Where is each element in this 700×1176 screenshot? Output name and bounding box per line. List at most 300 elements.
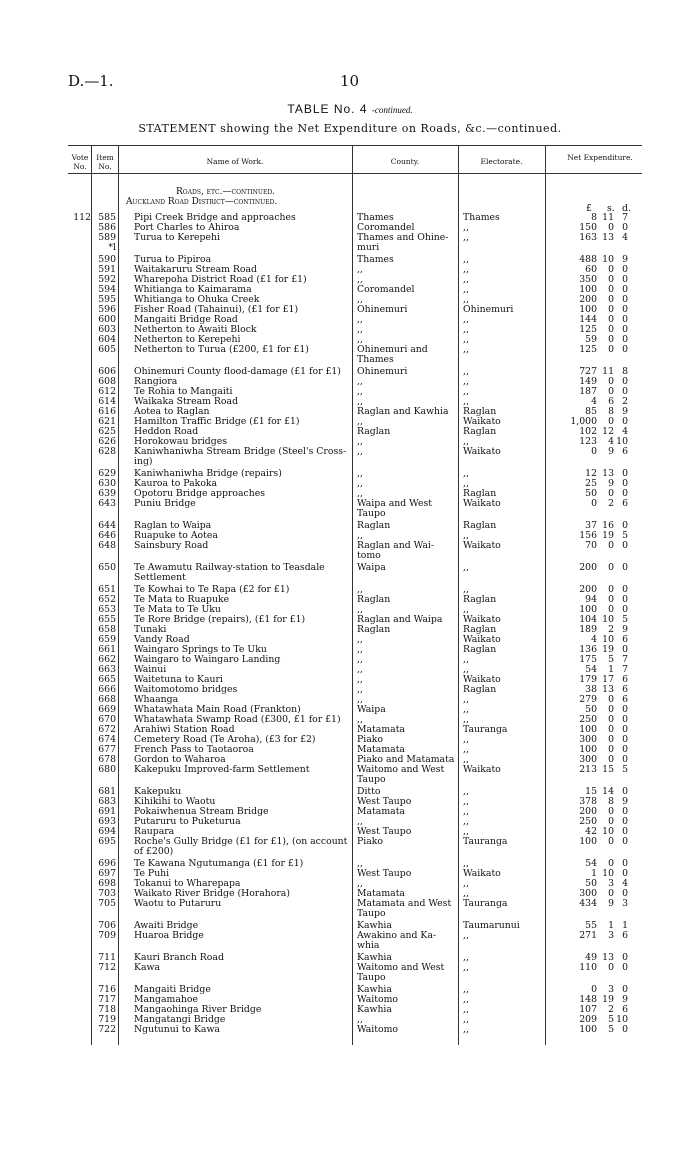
cell-s: 2 — [608, 1004, 614, 1015]
cell-d: 0 — [622, 376, 628, 387]
cell-name: Rangiora — [134, 376, 178, 387]
cell-d: 6 — [622, 498, 628, 509]
cell-county: West Taupo — [357, 868, 412, 879]
cell-county: Raglan — [357, 624, 391, 635]
cell-l: 0 — [591, 498, 597, 509]
cell-d: 9 — [622, 994, 628, 1005]
cell-s: 4 — [608, 436, 614, 447]
cell-name: Huaroa Bridge — [134, 930, 204, 941]
cell-l: 727 — [579, 366, 597, 377]
cell-s: 2 — [608, 624, 614, 635]
cell-l: 70 — [585, 540, 597, 551]
cell-name: Sainsbury Road — [134, 540, 209, 551]
cell-item: 674 — [98, 734, 116, 745]
cell-electorate: ,, — [463, 952, 469, 963]
cell-d: 5 — [622, 530, 628, 541]
cell-electorate: Waikato — [463, 868, 501, 879]
cell-county: Coromandel — [357, 284, 415, 295]
cell-name: Aotea to Raglan — [134, 406, 210, 417]
cell-l: 54 — [585, 664, 597, 675]
cell-county: ,, — [357, 604, 363, 615]
cell-county: Thames — [357, 212, 394, 223]
cell-item: 625 — [98, 426, 116, 437]
cell-county: ,, — [357, 1014, 363, 1025]
cell-item: 646 — [98, 530, 116, 541]
cell-item: 706 — [98, 920, 116, 931]
cell-item: 653 — [98, 604, 116, 615]
currency-pence: d. — [622, 203, 631, 214]
cell-d: 0 — [622, 488, 628, 499]
cell-item: 606 — [98, 366, 116, 377]
cell-county: ,, — [357, 436, 363, 447]
cell-name: Waitomotomo bridges — [134, 684, 238, 695]
cell-s: 10 — [602, 614, 614, 625]
cell-d: 0 — [622, 304, 628, 315]
cell-county: Ohinemuri — [357, 304, 408, 315]
cell-s: 3 — [608, 984, 614, 995]
cell-county: Ohinemuri and — [357, 344, 428, 355]
cell-item: 586 — [98, 222, 116, 233]
cell-electorate: Waikato — [463, 498, 501, 509]
cell-name: Waingaro to Waingaro Landing — [134, 654, 281, 665]
cell-d: 10 — [616, 1014, 628, 1025]
cell-s: 0 — [608, 222, 614, 233]
cell-electorate: ,, — [463, 878, 469, 889]
cell-county: ,, — [357, 334, 363, 345]
cell-electorate: Waikato — [463, 674, 501, 685]
cell-name: Waikaka Stream Road — [134, 396, 239, 407]
cell-s: 11 — [602, 212, 614, 223]
cell-l: 488 — [579, 254, 597, 265]
cell-county: West Taupo — [357, 796, 412, 807]
cell-county: Coromandel — [357, 222, 415, 233]
cell-s: 0 — [608, 694, 614, 705]
cell-electorate: ,, — [463, 232, 469, 243]
cell-item: 711 — [98, 952, 116, 963]
cell-electorate: ,, — [463, 562, 469, 573]
cell-item: 661 — [98, 644, 116, 655]
cell-s: 0 — [608, 816, 614, 827]
cell-l: 100 — [579, 304, 597, 315]
cell-d: 0 — [622, 644, 628, 655]
cell-item: 595 — [98, 294, 116, 305]
cell-name: Ohinemuri County flood-damage (£1 for £1) — [134, 366, 341, 377]
cell-electorate: ,, — [463, 1004, 469, 1015]
cell-s: 0 — [608, 724, 614, 735]
cell-county: Raglan and Waipa — [357, 614, 443, 625]
cell-l: 54 — [585, 858, 597, 869]
cell-electorate: ,, — [463, 254, 469, 265]
cell-d: 0 — [622, 324, 628, 335]
cell-d: 9 — [622, 406, 628, 417]
cell-l: 100 — [579, 836, 597, 847]
cell-l: 104 — [579, 614, 597, 625]
cell-s: 2 — [608, 498, 614, 509]
cell-name: Horokowau bridges — [134, 436, 227, 447]
cell-s: 13 — [602, 468, 614, 479]
cell-item: 591 — [98, 264, 116, 275]
cell-d: 0 — [622, 754, 628, 765]
page-number: 10 — [340, 72, 360, 90]
cell-county: Thames — [357, 354, 394, 365]
cell-electorate: ,, — [463, 334, 469, 345]
cell-item: 666 — [98, 684, 116, 695]
cell-electorate: ,, — [463, 436, 469, 447]
cell-name: Mangamahoe — [134, 994, 198, 1005]
cell-d: 9 — [622, 796, 628, 807]
cell-d: 0 — [622, 540, 628, 551]
cell-county: Piako — [357, 734, 384, 745]
cell-electorate: ,, — [463, 222, 469, 233]
cell-name: Netherton to Turua (£200, £1 for £1) — [134, 344, 309, 355]
cell-name: Vandy Road — [134, 634, 190, 645]
cell-s: 0 — [608, 334, 614, 345]
cell-d: 0 — [622, 294, 628, 305]
col-header-vote: Vote No. — [71, 153, 89, 171]
cell-item: 648 — [98, 540, 116, 551]
cell-name: Te Awamutu Railway-station to Teasdale — [134, 562, 325, 573]
cell-name: Whitianga to Kaimarama — [134, 284, 252, 295]
cell-county: Taupo — [357, 908, 386, 919]
cell-s: 0 — [608, 734, 614, 745]
cell-l: 102 — [579, 426, 597, 437]
cell-d: 9 — [622, 254, 628, 265]
cell-county: ,, — [357, 488, 363, 499]
cell-d: 0 — [622, 386, 628, 397]
cell-l: 209 — [579, 1014, 597, 1025]
cell-item: 658 — [98, 624, 116, 635]
cell-name: Kauri Branch Road — [134, 952, 224, 963]
cell-l: 163 — [579, 232, 597, 243]
cell-item: 678 — [98, 754, 116, 765]
cell-l: 125 — [579, 344, 597, 355]
col-header-expenditure: Net Expenditure. — [567, 153, 633, 162]
cell-l: 50 — [585, 488, 597, 499]
cell-county: ,, — [357, 634, 363, 645]
cell-l: 50 — [585, 878, 597, 889]
cell-electorate: Ohinemuri — [463, 304, 514, 315]
cell-item: 630 — [98, 478, 116, 489]
cell-l: 250 — [579, 714, 597, 725]
cell-electorate: Raglan — [463, 406, 497, 417]
cell-s: 0 — [608, 284, 614, 295]
cell-s: 19 — [602, 644, 614, 655]
cell-county: Ditto — [357, 786, 381, 797]
cell-electorate: ,, — [463, 754, 469, 765]
cell-county: West Taupo — [357, 826, 412, 837]
cell-l: 110 — [579, 962, 597, 973]
cell-l: 55 — [585, 920, 597, 931]
cell-d: 0 — [622, 562, 628, 573]
col-header-name: Name of Work. — [206, 157, 264, 166]
cell-s: 0 — [608, 704, 614, 715]
cell-name: Mangatangi Bridge — [134, 1014, 226, 1025]
cell-s: 11 — [602, 366, 614, 377]
cell-l: 125 — [579, 324, 597, 335]
cell-s: 0 — [608, 584, 614, 595]
cell-item: 695 — [98, 836, 116, 847]
cell-item: 616 — [98, 406, 116, 417]
cell-item: *l — [108, 242, 116, 253]
cell-s: 0 — [608, 324, 614, 335]
cell-item: 697 — [98, 868, 116, 879]
cell-d: 7 — [622, 654, 628, 665]
cell-name: Opotoru Bridge approaches — [134, 488, 265, 499]
cell-name: Settlement — [134, 572, 186, 583]
cell-name: Turua to Kerepehi — [134, 232, 220, 243]
cell-s: 0 — [608, 858, 614, 869]
cell-s: 0 — [608, 962, 614, 973]
cell-electorate: Waikato — [463, 446, 501, 457]
cell-item: 709 — [98, 930, 116, 941]
cell-name: Netherton to Awaiti Block — [134, 324, 257, 335]
cell-electorate: ,, — [463, 366, 469, 377]
cell-electorate: ,, — [463, 796, 469, 807]
cell-d: 7 — [622, 664, 628, 675]
cell-d: 0 — [622, 962, 628, 973]
cell-electorate: Waikato — [463, 764, 501, 775]
cell-d: 2 — [622, 396, 628, 407]
cell-county: Thames — [357, 254, 394, 265]
cell-item: 663 — [98, 664, 116, 675]
cell-d: 6 — [622, 1004, 628, 1015]
cell-name: Waitakaruru Stream Road — [134, 264, 257, 275]
cell-s: 9 — [608, 446, 614, 457]
cell-county: Matamata — [357, 724, 405, 735]
cell-name: Fisher Road (Tahainui), (£1 for £1) — [134, 304, 299, 315]
cell-name: Kaniwhaniwha Bridge (repairs) — [134, 468, 282, 479]
cell-item: 629 — [98, 468, 116, 479]
cell-electorate: Waikato — [463, 416, 501, 427]
cell-county: Ohinemuri — [357, 366, 408, 377]
cell-l: 100 — [579, 724, 597, 735]
cell-item: 680 — [98, 764, 116, 775]
cell-s: 5 — [608, 1014, 614, 1025]
cell-name: Whatawhata Main Road (Frankton) — [134, 704, 301, 715]
cell-county: ,, — [357, 858, 363, 869]
cell-s: 10 — [602, 254, 614, 265]
cell-l: 38 — [585, 684, 597, 695]
cell-name: Te Kowhai to Te Rapa (£2 for £1) — [134, 584, 290, 595]
cell-name: Arahiwi Station Road — [134, 724, 235, 735]
cell-electorate: Raglan — [463, 520, 497, 531]
cell-item: 718 — [98, 1004, 116, 1015]
cell-d: 0 — [622, 952, 628, 963]
cell-s: 0 — [608, 744, 614, 755]
cell-item: 681 — [98, 786, 116, 797]
cell-electorate: Waikato — [463, 634, 501, 645]
cell-item: 621 — [98, 416, 116, 427]
cell-d: 6 — [622, 446, 628, 457]
cell-item: 659 — [98, 634, 116, 645]
cell-l: 100 — [579, 604, 597, 615]
cell-s: 1 — [608, 664, 614, 675]
cell-s: 0 — [608, 386, 614, 397]
document-ref: D.—1. — [68, 72, 114, 90]
cell-electorate: ,, — [463, 274, 469, 285]
cell-d: 5 — [622, 764, 628, 775]
cell-s: 9 — [608, 478, 614, 489]
cell-s: 0 — [608, 604, 614, 615]
cell-s: 5 — [608, 654, 614, 665]
cell-l: 434 — [579, 898, 597, 909]
cell-item: 644 — [98, 520, 116, 531]
cell-s: 1 — [608, 920, 614, 931]
cell-l: 200 — [579, 806, 597, 817]
cell-county: Kawhia — [357, 920, 392, 931]
cell-item: 614 — [98, 396, 116, 407]
cell-d: 6 — [622, 634, 628, 645]
cell-l: 148 — [579, 994, 597, 1005]
cell-d: 10 — [616, 436, 628, 447]
cell-county: Kawhia — [357, 952, 392, 963]
cell-s: 10 — [602, 826, 614, 837]
cell-item: 694 — [98, 826, 116, 837]
cell-electorate: Raglan — [463, 624, 497, 635]
cell-county: ,, — [357, 376, 363, 387]
cell-electorate: Taumarunui — [463, 920, 520, 931]
cell-name: Putaruru to Puketurua — [134, 816, 241, 827]
cell-name: Te Mata to Ruapuke — [134, 594, 230, 605]
cell-county: ,, — [357, 468, 363, 479]
cell-d: 9 — [622, 624, 628, 635]
cell-name: Kakepuku Improved-farm Settlement — [134, 764, 310, 775]
cell-item: 670 — [98, 714, 116, 725]
cell-l: 0 — [591, 984, 597, 995]
cell-item: 589 — [98, 232, 116, 243]
cell-electorate: ,, — [463, 734, 469, 745]
cell-s: 9 — [608, 898, 614, 909]
cell-name: Tokanui to Wharepapa — [134, 878, 241, 889]
cell-item: 628 — [98, 446, 116, 457]
table-subtitle: STATEMENT showing the Net Expenditure on Roads, &c.—continued. — [138, 122, 562, 135]
cell-d: 6 — [622, 930, 628, 941]
cell-vote: 112 — [73, 212, 91, 223]
cell-item: 717 — [98, 994, 116, 1005]
cell-name: Kauroa to Pakoka — [134, 478, 218, 489]
cell-county: ,, — [357, 584, 363, 595]
cell-l: 100 — [579, 284, 597, 295]
cell-s: 0 — [608, 416, 614, 427]
cell-l: 15 — [585, 786, 597, 797]
cell-electorate: ,, — [463, 1024, 469, 1035]
cell-item: 703 — [98, 888, 116, 899]
cell-s: 0 — [608, 562, 614, 573]
cell-county: Waitomo and West — [357, 764, 445, 775]
cell-s: 6 — [608, 396, 614, 407]
cell-electorate: ,, — [463, 468, 469, 479]
cell-name: Gordon to Waharoa — [134, 754, 226, 765]
cell-electorate: ,, — [463, 994, 469, 1005]
cell-county: ,, — [357, 324, 363, 335]
table-title-main: TABLE No. 4 — [287, 102, 368, 116]
cell-d: 0 — [622, 604, 628, 615]
cell-s: 19 — [602, 530, 614, 541]
cell-d: 0 — [622, 714, 628, 725]
cell-name: Ruapuke to Aotea — [134, 530, 218, 541]
cell-item: 592 — [98, 274, 116, 285]
cell-l: 350 — [579, 274, 597, 285]
cell-l: 144 — [579, 314, 597, 325]
cell-d: 0 — [622, 274, 628, 285]
cell-electorate: ,, — [463, 376, 469, 387]
cell-d: 8 — [622, 366, 628, 377]
col-header-county: County. — [390, 157, 420, 166]
cell-item: 585 — [98, 212, 116, 223]
cell-d: 0 — [622, 468, 628, 479]
cell-item: 716 — [98, 984, 116, 995]
cell-county: ,, — [357, 478, 363, 489]
cell-d: 3 — [622, 898, 628, 909]
cell-county: ,, — [357, 416, 363, 427]
cell-name: Whaanga — [134, 694, 179, 705]
cell-l: 250 — [579, 816, 597, 827]
cell-name: Kawa — [134, 962, 160, 973]
cell-electorate: ,, — [463, 478, 469, 489]
cell-l: 187 — [579, 386, 597, 397]
cell-l: 1 — [591, 868, 597, 879]
cell-l: 42 — [585, 826, 597, 837]
cell-county: ,, — [357, 654, 363, 665]
cell-d: 6 — [622, 684, 628, 695]
cell-electorate: ,, — [463, 314, 469, 325]
cell-s: 0 — [608, 274, 614, 285]
currency-shilling: s. — [607, 203, 615, 214]
cell-item: 693 — [98, 816, 116, 827]
cell-electorate: ,, — [463, 664, 469, 675]
cell-electorate: ,, — [463, 324, 469, 335]
cell-d: 0 — [622, 806, 628, 817]
cell-name: Whitianga to Ohuka Creek — [134, 294, 260, 305]
cell-d: 4 — [622, 426, 628, 437]
cell-county: ,, — [357, 446, 363, 457]
cell-item: 696 — [98, 858, 116, 869]
cell-county: Raglan — [357, 426, 391, 437]
cell-d: 0 — [622, 314, 628, 325]
cell-d: 0 — [622, 744, 628, 755]
cell-d: 0 — [622, 416, 628, 427]
cell-l: 156 — [579, 530, 597, 541]
cell-s: 19 — [602, 994, 614, 1005]
cell-name: Heddon Road — [134, 426, 199, 437]
cell-electorate: Tauranga — [463, 724, 508, 735]
cell-d: 0 — [622, 284, 628, 295]
cell-s: 5 — [608, 1024, 614, 1035]
cell-county: ,, — [357, 274, 363, 285]
cell-l: 1,000 — [570, 416, 597, 427]
cell-item: 650 — [98, 562, 116, 573]
cell-electorate: Raglan — [463, 644, 497, 655]
cell-name: Port Charles to Ahiroa — [134, 222, 240, 233]
cell-name: Turua to Pipiroa — [134, 254, 212, 265]
cell-name: Wainui — [134, 664, 167, 675]
cell-d: 6 — [622, 674, 628, 685]
cell-electorate: ,, — [463, 816, 469, 827]
cell-electorate: ,, — [463, 294, 469, 305]
cell-d: 0 — [622, 868, 628, 879]
cell-l: 200 — [579, 584, 597, 595]
cell-d: 0 — [622, 222, 628, 233]
cell-electorate: ,, — [463, 530, 469, 541]
cell-s: 0 — [608, 264, 614, 275]
cell-name: Kakepuku — [134, 786, 182, 797]
cell-s: 0 — [608, 594, 614, 605]
cell-item: 677 — [98, 744, 116, 755]
cell-item: 669 — [98, 704, 116, 715]
cell-l: 200 — [579, 562, 597, 573]
cell-s: 0 — [608, 540, 614, 551]
cell-d: 0 — [622, 816, 628, 827]
